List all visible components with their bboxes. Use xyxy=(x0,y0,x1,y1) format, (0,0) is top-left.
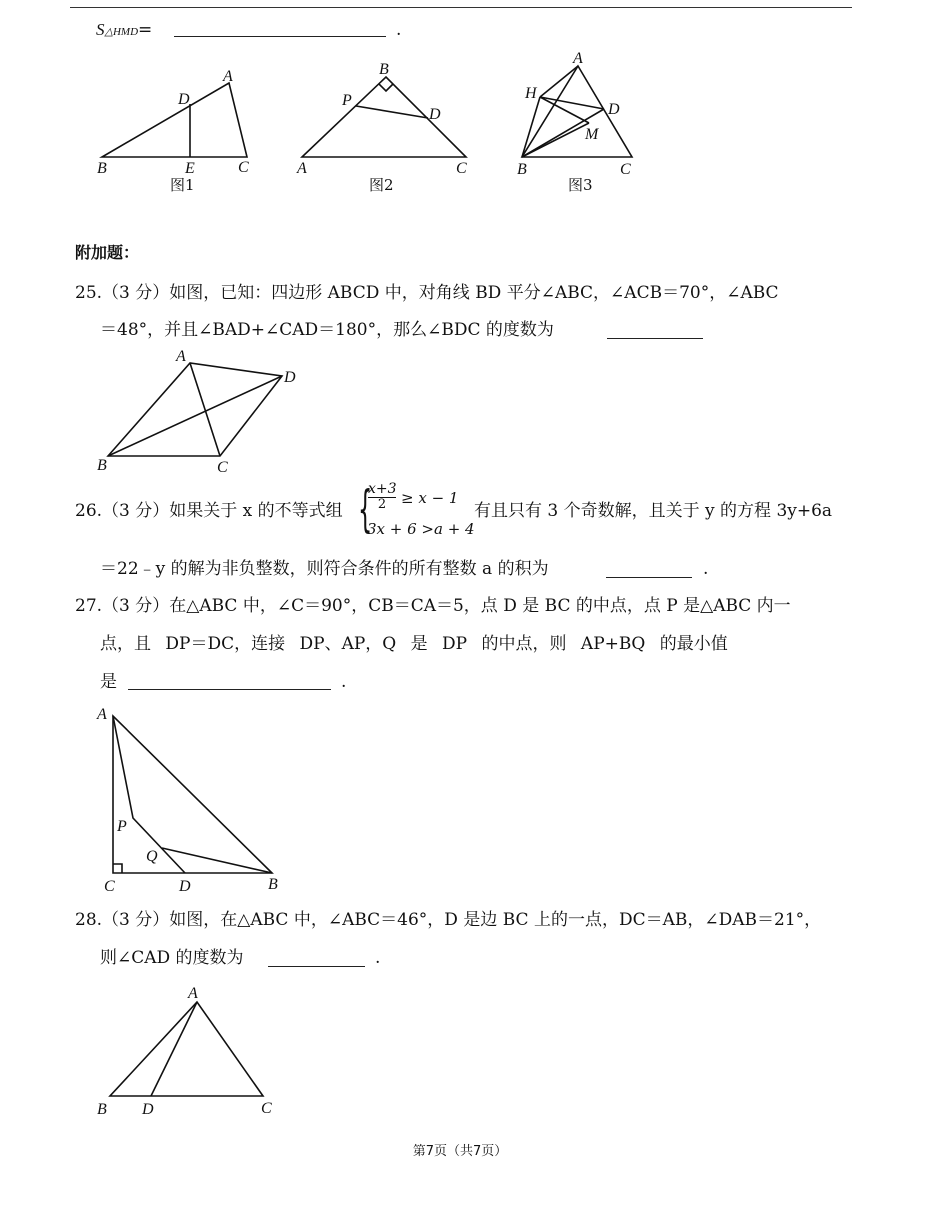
fig1-label-d: D xyxy=(178,91,190,108)
q27-label-q: Q xyxy=(146,848,158,865)
q28-label-b: B xyxy=(97,1101,107,1118)
fig1-label-e: E xyxy=(185,160,195,177)
q25-label-b: B xyxy=(97,457,107,474)
q25-line2: ＝48°，并且∠BAD+∠CAD＝180°，那么∠BDC 的度数为 xyxy=(100,320,554,340)
q26-suffix: 有且只有 3 个奇数解，且关于 y 的方程 3y+6a xyxy=(474,501,833,521)
q28-end: . xyxy=(375,948,381,968)
area-answer-period: . xyxy=(396,20,402,40)
equals-sign: = xyxy=(138,20,153,40)
fig3-label-d: D xyxy=(608,101,620,118)
q26-prefix: 26.（3 分）如果关于 x 的不等式组 xyxy=(75,501,343,521)
q27-line2: 点，且 DP＝DC，连接 DP、AP，Q 是 DP 的中点，则 AP+BQ 的最小值 xyxy=(100,634,728,654)
q28-line1: 28.（3 分）如图，在△ABC 中，∠ABC＝46°，D 是边 BC 上的一点，DC＝AB，∠DAB＝21°， xyxy=(75,910,822,930)
fig2-label-b: B xyxy=(379,61,389,78)
q27-line3: 是 xyxy=(100,672,117,692)
q25-label-a: A xyxy=(176,348,186,365)
fig1-label-c: C xyxy=(238,159,249,176)
q28-segment-ad xyxy=(151,1002,197,1096)
q26-ineq1-rest: ≥ x − 1 xyxy=(401,489,459,507)
fig2-caption: 图2 xyxy=(369,176,394,194)
area-subscript: △HMD xyxy=(104,26,139,38)
q27-label-b: B xyxy=(268,876,278,893)
fig2-label-a: A xyxy=(297,160,307,177)
fig3-caption: 图3 xyxy=(568,176,593,194)
fig2-label-c: C xyxy=(456,160,467,177)
q27-label-a: A xyxy=(97,706,107,723)
q25-label-d: D xyxy=(284,369,296,386)
q27-label-c: C xyxy=(104,878,115,895)
q26-fraction-denominator: 2 xyxy=(377,497,387,512)
q26-end: . xyxy=(703,559,709,579)
q28-triangle xyxy=(110,1002,263,1096)
q27-line1: 27.（3 分）在△ABC 中，∠C＝90°，CB＝CA＝5，点 D 是 BC 的中点，点 P 是△ABC 内一 xyxy=(75,596,791,616)
q26-fraction-numerator: x+3 xyxy=(368,481,397,497)
fig3-label-h: H xyxy=(525,85,537,102)
fig1-label-b: B xyxy=(97,160,107,177)
q28-label-a: A xyxy=(188,985,198,1002)
fig3-label-c: C xyxy=(620,161,631,178)
page-footer: 第7页（共7页） xyxy=(412,1144,508,1159)
q26-ineq2: 3x + 6 >a + 4 xyxy=(367,520,475,538)
q28-label-c: C xyxy=(261,1100,272,1117)
q28-line2: 则∠CAD 的度数为 xyxy=(100,948,244,968)
area-symbol: S xyxy=(96,20,105,39)
fig3-label-m: M xyxy=(585,126,599,143)
fig2-label-p: P xyxy=(342,92,352,109)
fig2-label-d: D xyxy=(429,106,441,123)
q27-label-p: P xyxy=(117,818,127,835)
q25-line1: 25.（3 分）如图，已知：四边形 ABCD 中，对角线 BD 平分∠ABC，∠ACB＝70°，∠ABC xyxy=(75,283,779,303)
q28-label-d: D xyxy=(142,1101,154,1118)
section-title: 附加题： xyxy=(75,243,140,262)
fig1-label-a: A xyxy=(223,68,233,85)
q27-label-d: D xyxy=(179,878,191,895)
fig1-caption: 图1 xyxy=(170,176,195,194)
q25-label-c: C xyxy=(217,459,228,476)
q26-brace: { xyxy=(358,480,373,538)
q26-line2: ＝22﹣y 的解为非负整数，则符合条件的所有整数 a 的积为 xyxy=(100,559,549,579)
fig3-label-b: B xyxy=(517,161,527,178)
fig3-label-a: A xyxy=(573,50,583,67)
q27-end: . xyxy=(341,672,347,692)
